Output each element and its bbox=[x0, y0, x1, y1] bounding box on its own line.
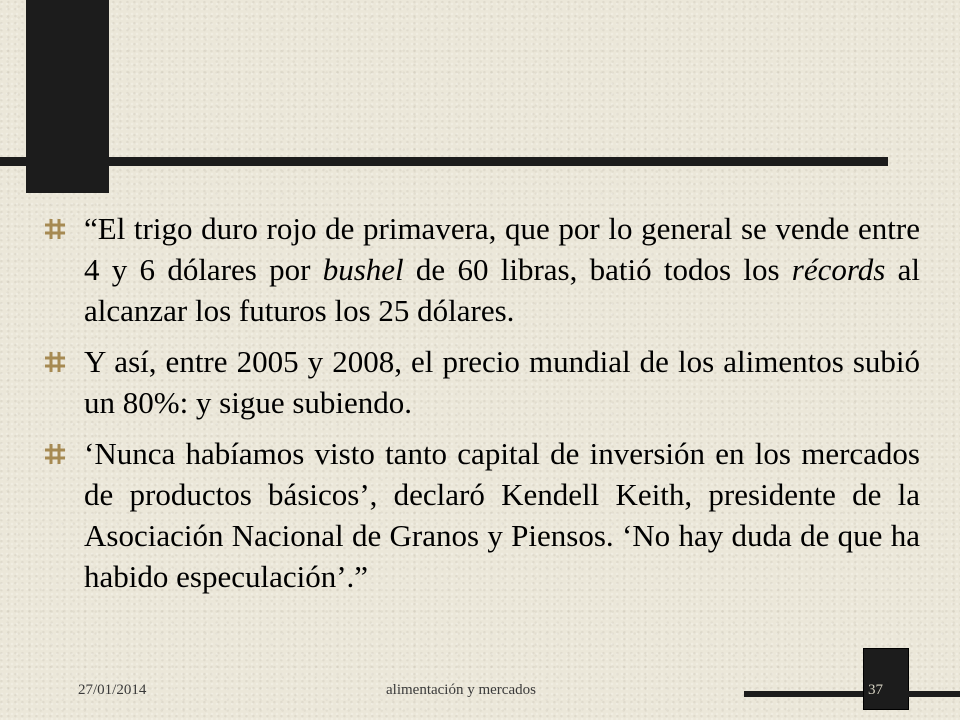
bullet-text: Y así, entre 2005 y 2008, el precio mundial de los alimentos subió un 80%: y sigue subiendo. bbox=[84, 344, 920, 420]
footer-divider-right bbox=[907, 691, 960, 697]
bullet-item bbox=[40, 208, 920, 331]
bullet-text: “El trigo duro rojo de primavera, que por lo general se vende entre 4 y 6 dólares por bushel de 60 libras, batió todos los récords al alcanzar los futuros los 25 dólares. bbox=[84, 211, 921, 328]
slide-body bbox=[40, 208, 920, 607]
decorative-horizontal-bar bbox=[0, 157, 888, 166]
page-number-box bbox=[863, 648, 909, 710]
slide-footer bbox=[0, 676, 960, 708]
page-number: 37 bbox=[868, 682, 883, 698]
footer-title: alimentación y mercados bbox=[386, 682, 536, 698]
footer-date: 27/01/2014 bbox=[78, 682, 147, 698]
bullet-item bbox=[40, 341, 920, 423]
hash-bullet-icon bbox=[44, 443, 66, 465]
bullet-text: ‘Nunca habíamos visto tanto capital de inversión en los mercados de productos básicos’, declaró Kendell Keith, presidente de la Asociación Nacional de Granos y Piensos. ‘No hay duda de que ha habido especulación’.” bbox=[84, 436, 920, 594]
hash-bullet-icon bbox=[44, 218, 66, 240]
footer-divider-left bbox=[744, 691, 863, 697]
hash-bullet-icon bbox=[44, 351, 66, 373]
bullet-item bbox=[40, 433, 920, 597]
